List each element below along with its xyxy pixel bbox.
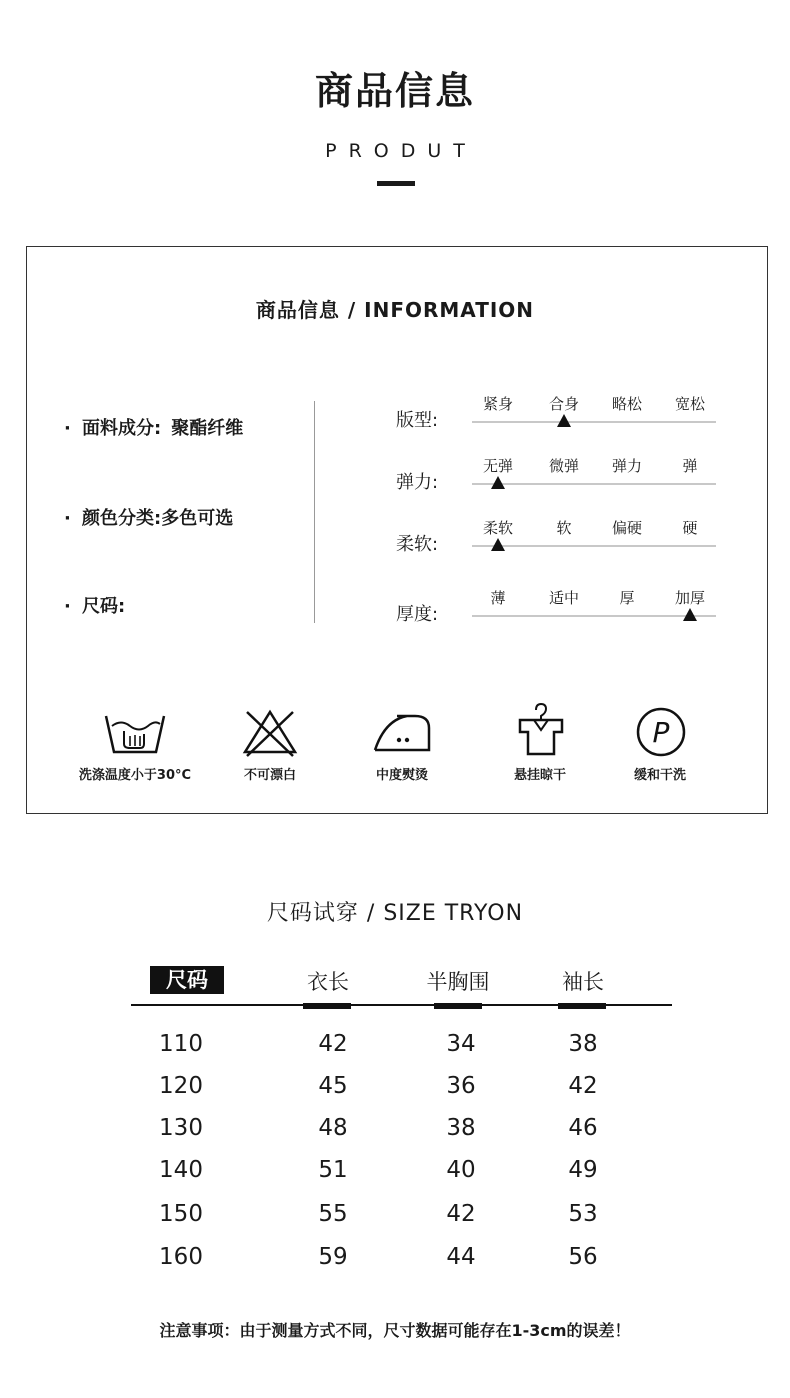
scale-option: 弹 bbox=[682, 457, 698, 475]
table-cell: 48 bbox=[318, 1115, 348, 1141]
scale-option: 适中 bbox=[548, 589, 579, 607]
table-cell: 42 bbox=[568, 1073, 598, 1099]
scale-option: 微弹 bbox=[548, 457, 579, 475]
table-cell: 110 bbox=[159, 1031, 203, 1057]
care-label: 不可漂白 bbox=[243, 768, 296, 783]
scale-label: 柔软: bbox=[396, 534, 439, 555]
length-column-header: 衣长 bbox=[307, 970, 349, 994]
bullet: · bbox=[64, 596, 71, 617]
bullet: · bbox=[64, 418, 71, 439]
table-cell: 55 bbox=[318, 1201, 348, 1227]
attr-size-label: 尺码: bbox=[82, 596, 126, 617]
measurement-note: 注意事项：由于测量方式不同，尺寸数据可能存在1-3cm的误差！ bbox=[159, 1321, 631, 1340]
scale-option: 加厚 bbox=[674, 589, 705, 607]
care-label: 中度熨烫 bbox=[375, 768, 428, 783]
scale-option: 略松 bbox=[611, 395, 642, 413]
scale-label: 厚度: bbox=[396, 604, 439, 625]
scale-option: 软 bbox=[556, 519, 572, 537]
care-label: 洗涤温度小于30°C bbox=[78, 768, 192, 783]
header-underline bbox=[434, 1003, 482, 1009]
scale-option: 硬 bbox=[682, 519, 698, 537]
scale-marker-icon bbox=[557, 414, 571, 427]
table-cell: 38 bbox=[568, 1031, 598, 1057]
table-cell: 150 bbox=[159, 1201, 203, 1227]
page-subtitle: PRODUT bbox=[325, 140, 477, 162]
no-bleach-icon bbox=[235, 706, 305, 762]
table-cell: 120 bbox=[159, 1073, 203, 1099]
attr-fabric-label: 面料成分: bbox=[82, 418, 162, 439]
scale-option: 宽松 bbox=[674, 395, 705, 413]
chest-column-header: 半胸围 bbox=[426, 970, 490, 994]
table-cell: 130 bbox=[159, 1115, 203, 1141]
hang-dry-icon bbox=[506, 700, 576, 756]
header-underline bbox=[303, 1003, 351, 1009]
table-cell: 34 bbox=[446, 1031, 476, 1057]
table-cell: 42 bbox=[446, 1201, 476, 1227]
scale-line bbox=[472, 615, 716, 617]
iron-medium-icon bbox=[367, 706, 437, 762]
attr-color bbox=[64, 504, 233, 530]
table-cell: 44 bbox=[446, 1244, 476, 1270]
attr-fabric-value: 聚酯纤维 bbox=[171, 418, 244, 439]
scale-label: 弹力: bbox=[396, 472, 439, 493]
table-cell: 40 bbox=[446, 1157, 476, 1183]
scale-option: 无弹 bbox=[482, 457, 513, 475]
size-column-header: 尺码 bbox=[150, 966, 224, 994]
scale-option: 厚 bbox=[619, 589, 635, 607]
scale-option: 偏硬 bbox=[611, 519, 642, 537]
sleeve-column-header: 袖长 bbox=[562, 970, 604, 994]
scale-option: 合身 bbox=[548, 395, 579, 413]
scale-line bbox=[472, 421, 716, 423]
scale-marker-icon bbox=[491, 538, 505, 551]
care-label: 缓和干洗 bbox=[633, 768, 686, 783]
scale-option: 薄 bbox=[490, 589, 506, 607]
size-heading: 尺码试穿 / SIZE TRYON bbox=[266, 901, 524, 926]
info-heading: 商品信息 / INFORMATION bbox=[255, 298, 535, 322]
scale-marker-icon bbox=[683, 608, 697, 621]
wash-30-icon bbox=[100, 706, 170, 762]
scale-line bbox=[472, 483, 716, 485]
scale-label: 版型: bbox=[396, 410, 439, 431]
column-divider bbox=[314, 401, 315, 623]
scale-marker-icon bbox=[491, 476, 505, 489]
attr-size bbox=[64, 592, 135, 618]
care-label: 悬挂晾干 bbox=[513, 768, 566, 783]
title-underline bbox=[377, 181, 415, 186]
scale-option: 弹力 bbox=[611, 457, 642, 475]
attr-color-value: 多色可选 bbox=[161, 508, 234, 529]
table-cell: 53 bbox=[568, 1201, 598, 1227]
bullet: · bbox=[64, 508, 71, 529]
table-cell: 36 bbox=[446, 1073, 476, 1099]
table-cell: 56 bbox=[568, 1244, 598, 1270]
table-cell: 59 bbox=[318, 1244, 348, 1270]
attr-fabric bbox=[64, 414, 243, 440]
table-cell: 42 bbox=[318, 1031, 348, 1057]
table-cell: 49 bbox=[568, 1157, 598, 1183]
table-cell: 38 bbox=[446, 1115, 476, 1141]
attr-color-label: 颜色分类: bbox=[82, 508, 162, 529]
svg-text:P: P bbox=[652, 716, 670, 749]
table-cell: 45 bbox=[318, 1073, 348, 1099]
table-cell: 51 bbox=[318, 1157, 348, 1183]
table-cell: 140 bbox=[159, 1157, 203, 1183]
table-cell: 160 bbox=[159, 1244, 203, 1270]
page-title: 商品信息 bbox=[314, 69, 475, 113]
scale-option: 紧身 bbox=[482, 395, 513, 413]
dry-clean-p-icon bbox=[626, 704, 696, 760]
scale-line bbox=[472, 545, 716, 547]
header-underline bbox=[558, 1003, 606, 1009]
table-cell: 46 bbox=[568, 1115, 598, 1141]
scale-option: 柔软 bbox=[482, 519, 513, 537]
